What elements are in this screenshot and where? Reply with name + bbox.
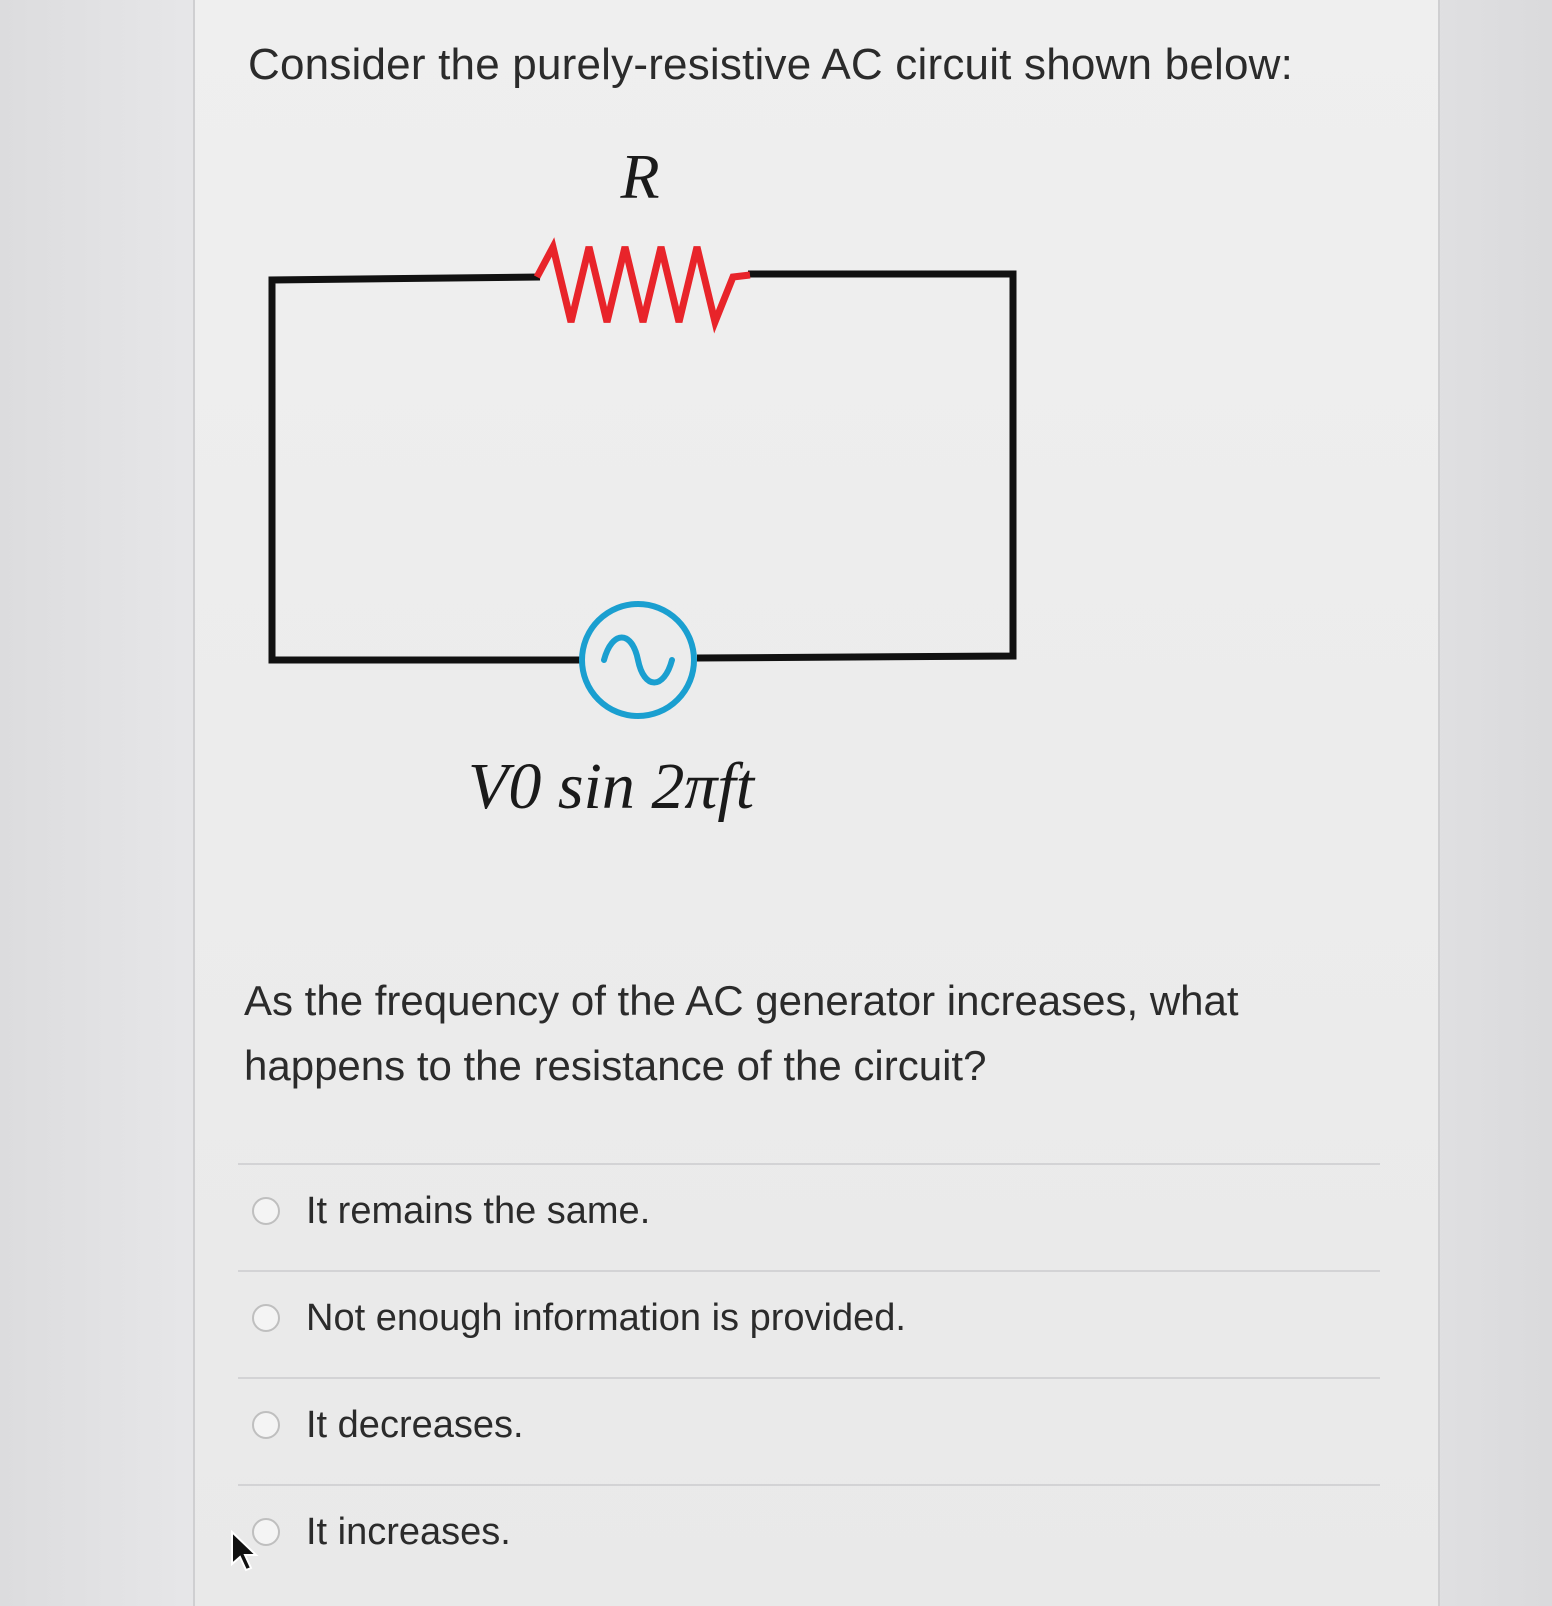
radio-button[interactable] [252,1304,280,1332]
question-text: As the frequency of the AC generator increases, what happens to the resistance of the circuit? [244,977,1239,1089]
source-label: V0 sin 2πft [468,750,755,823]
radio-button[interactable] [252,1411,280,1439]
answer-option-label: Not enough information is provided. [306,1296,906,1339]
answer-option[interactable] [252,1181,650,1241]
resistor-icon [537,247,750,322]
answer-option[interactable] [252,1288,906,1348]
divider [238,1377,1380,1379]
mouse-cursor-icon [230,1530,260,1574]
answer-option-label: It increases. [306,1510,511,1553]
circuit-wire-left [272,277,580,660]
ac-source-icon [582,604,694,716]
divider [238,1163,1380,1165]
radio-button[interactable] [252,1197,280,1225]
answer-option-label: It decreases. [306,1403,524,1446]
answer-option[interactable] [252,1502,511,1562]
resistor-label: R [620,141,660,212]
question-prompt: Consider the purely-resistive AC circuit shown below: [248,40,1294,89]
circuit-wire-right [697,274,1013,658]
answer-option[interactable] [252,1395,524,1455]
answer-option-label: It remains the same. [306,1189,651,1232]
divider [238,1484,1380,1486]
divider [238,1270,1380,1272]
